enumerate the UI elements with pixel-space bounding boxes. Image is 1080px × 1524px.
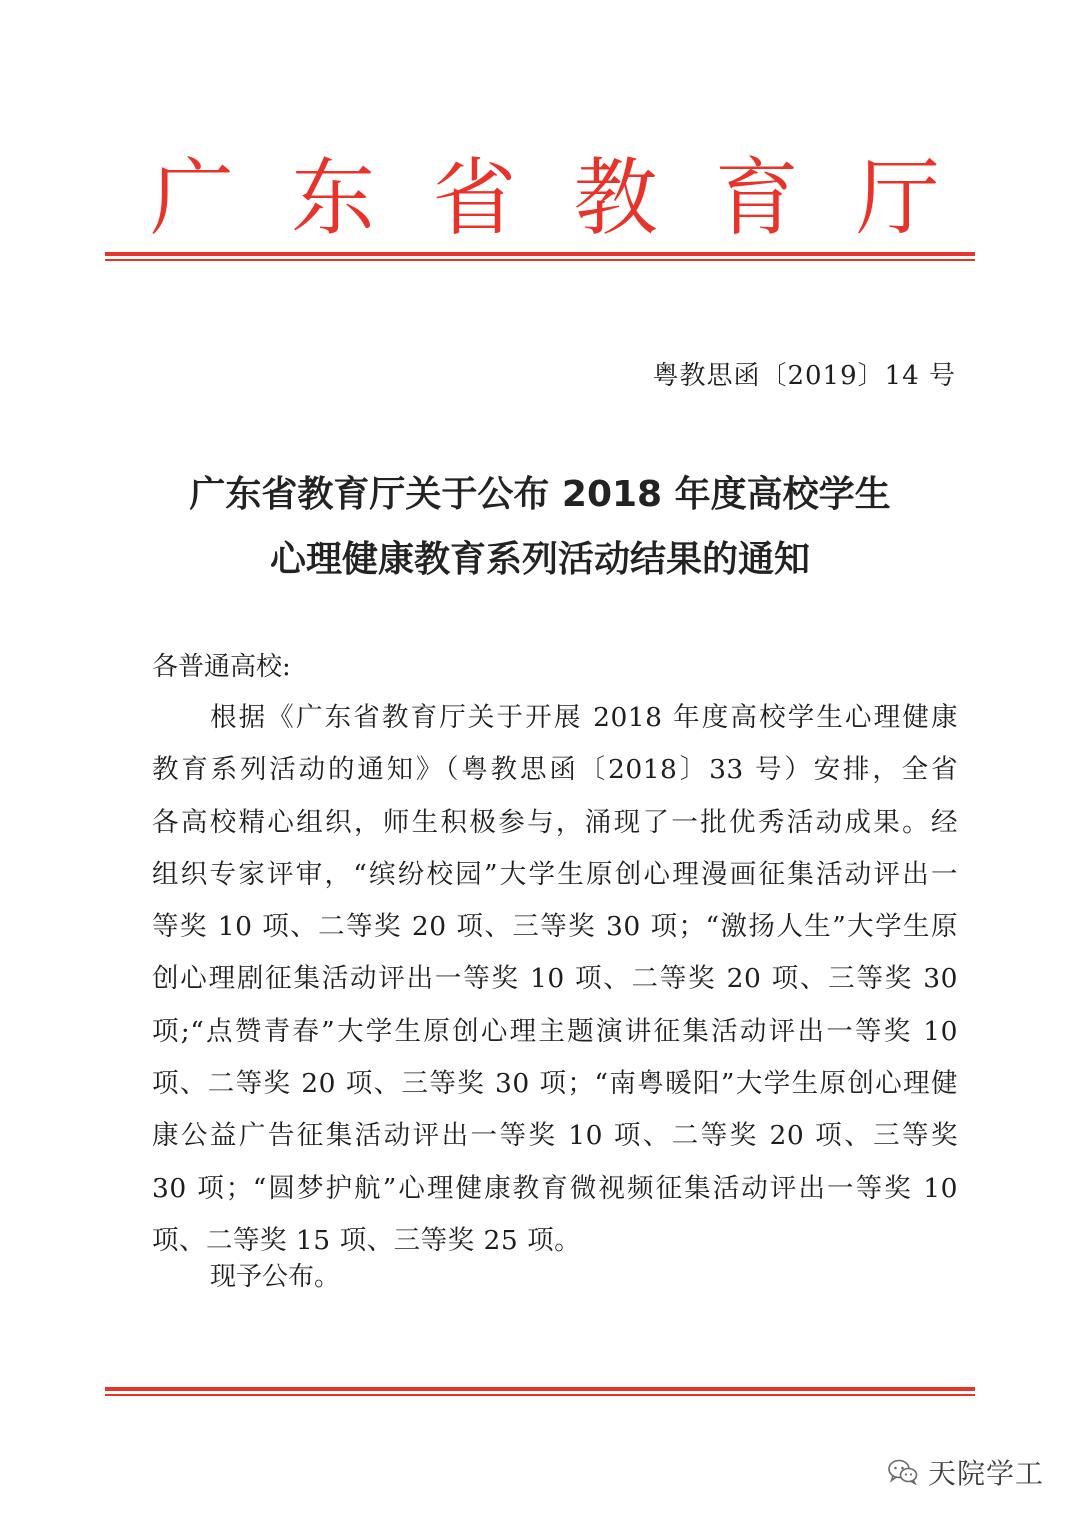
body-line: 项;“点赞青春”大学生原创心理主题演讲征集活动评出一等奖 10 [152,1015,958,1047]
letterhead-title [150,148,940,248]
wechat-icon [888,1459,918,1485]
watermark [888,1452,1044,1492]
body-line: 30 项；“圆梦护航”心理健康教育微视频征集活动评出一等奖 10 [152,1172,958,1204]
body-paragraph [152,692,958,1267]
body-line: 等奖 10 项、二等奖 20 项、三等奖 30 项；“激扬人生”大学生原 [152,911,958,943]
watermark-text: 天院学工 [927,1457,1044,1490]
body-line: 项、二等奖 15 项、三等奖 25 项。 [152,1224,582,1256]
document-title [100,462,980,592]
document-title-line: 心理健康教育系列活动结果的通知 [269,539,810,580]
salutation: 各普通高校: [152,652,291,682]
document-title-line: 广东省教育厅关于公布 2018 年度高校学生 [189,474,891,515]
letterhead-char: 厅 [855,149,940,247]
body-line: 康公益广告征集活动评出一等奖 10 项、二等奖 20 项、三等奖 [152,1120,958,1152]
letterhead-char: 教 [573,149,658,247]
body-line: 各高校精心组织，师生积极参与，涌现了一批优秀活动成果。经 [152,806,958,838]
body-line: 根据《广东省教育厅关于开展 2018 年度高校学生心理健康 [210,702,958,733]
body-line: 组织专家评审，“缤纷校园”大学生原创心理漫画征集活动评出一 [152,858,958,890]
letterhead-char: 东 [291,149,376,247]
body-line: 创心理剧征集活动评出一等奖 10 项、二等奖 20 项、三等奖 30 [152,963,958,995]
body-line: 项、二等奖 20 项、三等奖 30 项；“南粤暖阳”大学生原创心理健 [152,1068,958,1100]
closing-text: 现予公布。 [210,1262,341,1292]
letterhead-char: 广 [150,149,235,247]
document-number: 粤教思函〔2019〕14 号 [652,361,956,391]
letterhead-divider [105,252,975,261]
letterhead-char: 育 [714,149,799,247]
footer-divider [105,1387,975,1396]
letterhead-char: 省 [432,149,517,247]
body-line: 教育系列活动的通知》（粤教思函〔2018〕33 号）安排，全省 [152,754,958,786]
